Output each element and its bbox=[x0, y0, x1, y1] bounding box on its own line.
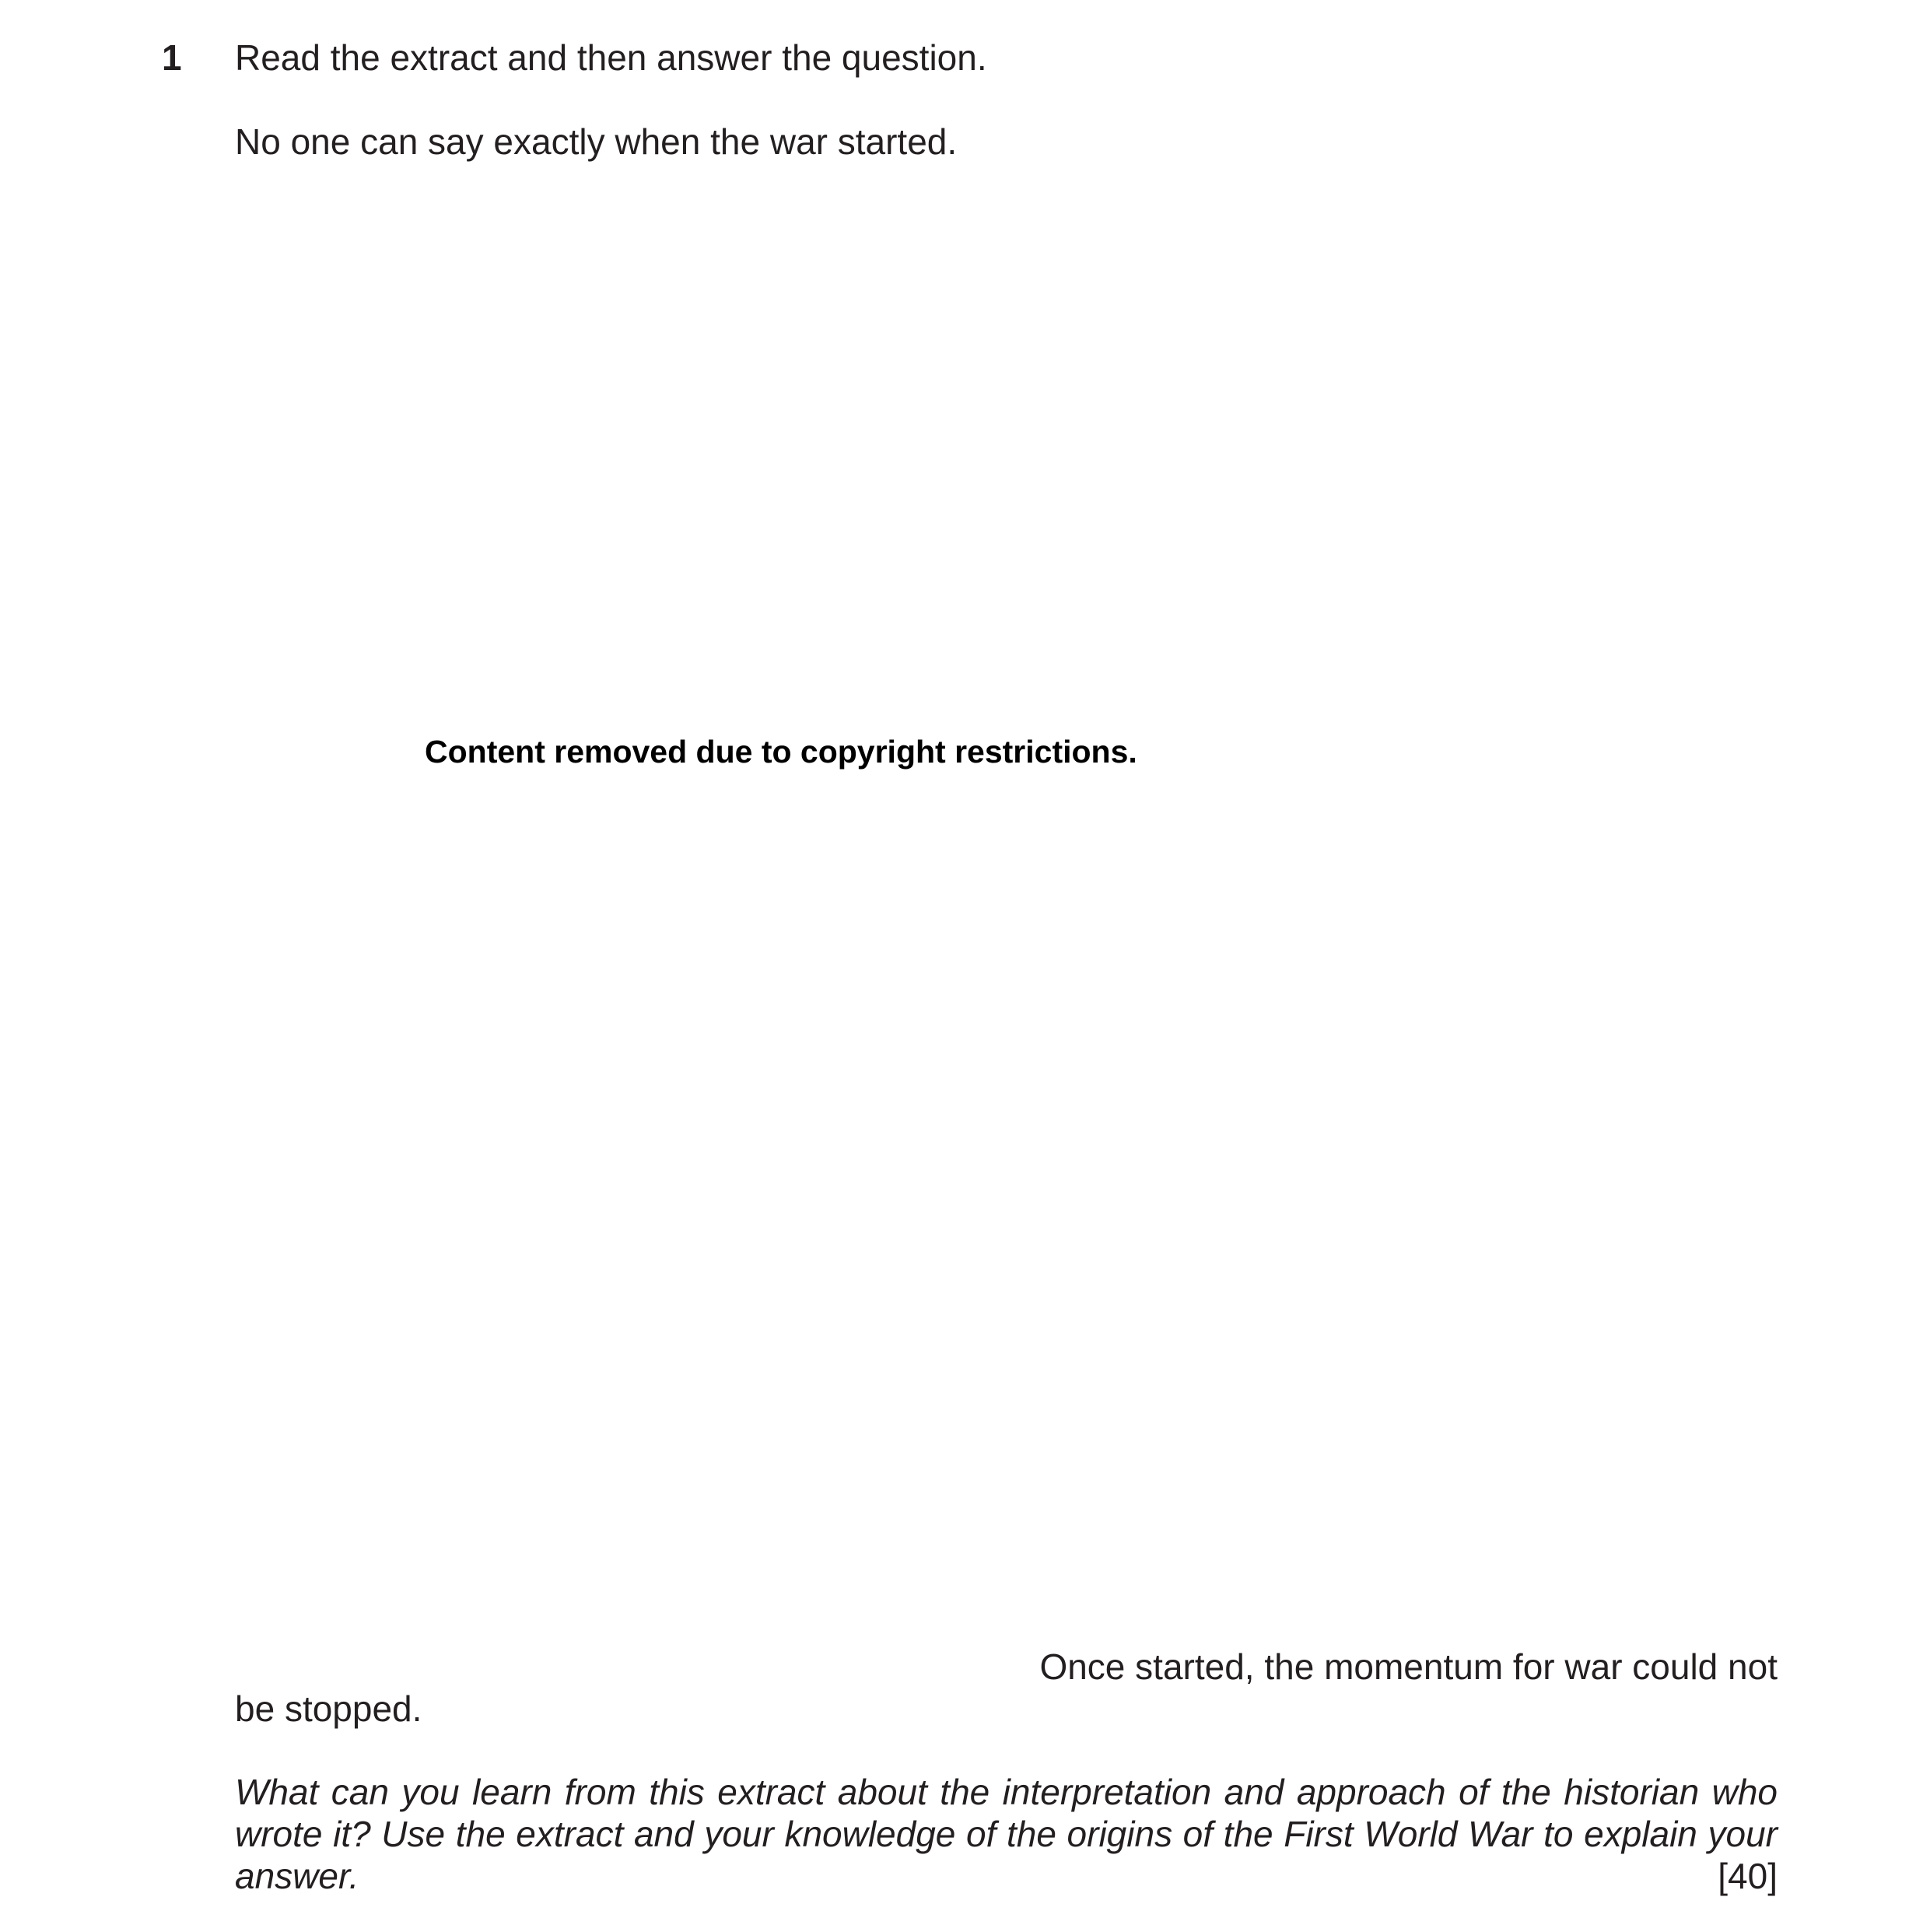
question-prompt-text: wrote it? Use the extract and your knowledge of the origins of the First World War to explain your bbox=[235, 1814, 1778, 1854]
question-instruction: Read the extract and then answer the question. bbox=[235, 37, 987, 78]
question-prompt-line-2 bbox=[235, 1813, 1778, 1855]
question-prompt-line-3 bbox=[235, 1855, 1778, 1897]
question-prompt-line-1 bbox=[235, 1771, 1778, 1813]
copyright-removed-notice: Content removed due to copyright restrictions. bbox=[425, 734, 1137, 770]
extract-closing-line-1: Once started, the momentum for war could not bbox=[1039, 1646, 1778, 1687]
question-prompt-text: What can you learn from this extract about the interpretation and approach of the historian who bbox=[235, 1772, 1778, 1812]
extract-opening-sentence: No one can say exactly when the war started. bbox=[235, 121, 958, 162]
question-number: 1 bbox=[162, 37, 182, 78]
marks-allocation: [40] bbox=[1718, 1856, 1778, 1896]
question-prompt-text: answer. bbox=[235, 1856, 359, 1896]
extract-closing-line-2: be stopped. bbox=[235, 1688, 422, 1729]
